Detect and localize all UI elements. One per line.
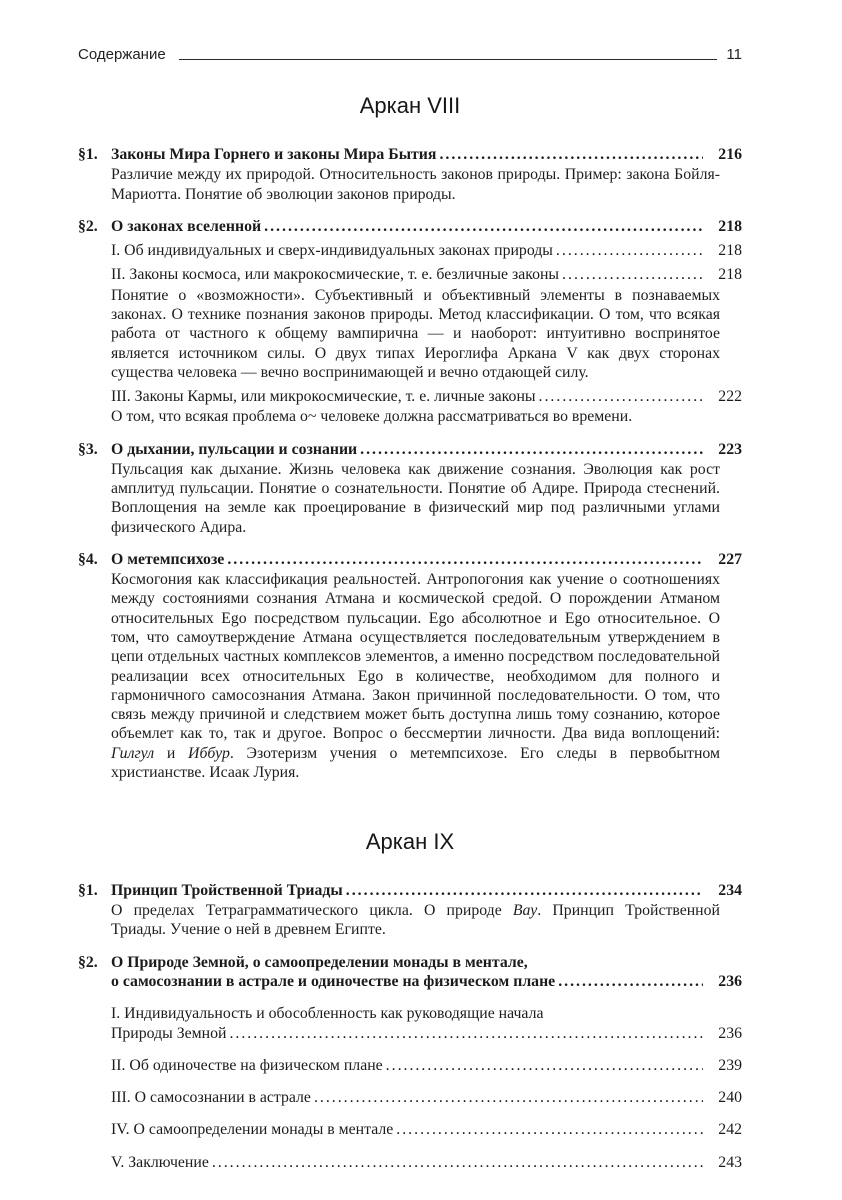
entry-page-number: 223 bbox=[718, 440, 742, 458]
entry-list bbox=[78, 145, 742, 782]
entry-page-number: 218 bbox=[718, 266, 742, 284]
entry-marker bbox=[78, 387, 111, 427]
toc-entry bbox=[78, 1153, 742, 1172]
entry-title: О метемпсихозе bbox=[111, 550, 225, 568]
entry-description: Пульсация как дыхание. Жизнь человека как движение сознания. Эволюция как рост амплитуд пульсации. Понятие о сознательности. Понятие об Адире. Природа стеснений. Воплощения на земле как проецирование в физический мир под различными углами физического Адира. bbox=[111, 460, 720, 536]
entry-content bbox=[111, 953, 742, 992]
dot-leader bbox=[229, 1024, 703, 1043]
dot-leader bbox=[439, 145, 703, 164]
entry-page-number: 222 bbox=[718, 388, 742, 406]
entry-marker: §3. bbox=[78, 440, 98, 458]
entry-page-number: 242 bbox=[718, 1121, 742, 1139]
dot-leader bbox=[396, 1120, 703, 1139]
dot-leader bbox=[386, 1056, 703, 1075]
toc-entry bbox=[78, 1056, 742, 1075]
entry-title: о самосознании в астрале и одиночестве на физическом плане bbox=[111, 972, 556, 990]
toc-entry bbox=[78, 550, 742, 782]
toc-entry bbox=[78, 440, 742, 537]
entry-leader-row bbox=[111, 1153, 742, 1172]
running-header-title: Содержание bbox=[78, 46, 166, 63]
entry-title: III. Законы Кармы, или микрокосмические, т. е. личные законы bbox=[111, 388, 536, 406]
section-heading: Аркан VIII bbox=[359, 93, 461, 119]
dot-leader bbox=[264, 217, 703, 236]
entry-title: IV. О самоопределении монады в ментале bbox=[111, 1121, 394, 1139]
toc-entry bbox=[78, 881, 742, 940]
entry-title: О дыхании, пульсации и сознании bbox=[111, 440, 358, 458]
entry-content bbox=[111, 265, 742, 382]
entry-content bbox=[111, 241, 742, 260]
entry-marker bbox=[78, 265, 111, 382]
entry-marker bbox=[78, 1004, 111, 1043]
entry-content bbox=[111, 1120, 742, 1139]
entry-title: II. Об одиночестве на физическом плане bbox=[111, 1056, 383, 1074]
entry-content bbox=[111, 1004, 742, 1043]
entry-leader-row bbox=[111, 1056, 742, 1075]
entry-marker: §2. bbox=[78, 953, 98, 971]
entry-title: V. Заключение bbox=[111, 1153, 209, 1171]
toc-entry bbox=[78, 1120, 742, 1139]
entry-title: Природы Земной bbox=[111, 1024, 227, 1042]
entry-marker: §1. bbox=[78, 146, 98, 164]
entry-title: III. О самосознании в астрале bbox=[111, 1089, 311, 1107]
entry-marker bbox=[78, 1153, 111, 1172]
entry-title: Принцип Тройственной Триады bbox=[111, 881, 343, 899]
section-heading: Аркан IX bbox=[365, 829, 455, 855]
dot-leader bbox=[562, 265, 703, 284]
header-page-number: 11 bbox=[726, 46, 742, 63]
toc-entry bbox=[78, 1088, 742, 1107]
entry-title: Законы Мира Горнего и законы Мира Бытия bbox=[111, 146, 437, 164]
entry-title: О законах вселенной bbox=[111, 217, 262, 235]
entry-leader-row bbox=[111, 1024, 742, 1043]
entry-leader-row bbox=[111, 145, 742, 164]
entry-leader-row bbox=[111, 881, 742, 900]
entry-title: II. Законы космоса, или макрокосмические, т. е. безличные законы bbox=[111, 266, 560, 284]
entry-marker bbox=[78, 241, 111, 260]
toc-entry bbox=[78, 953, 742, 992]
entry-page-number: 234 bbox=[718, 881, 742, 899]
entry-marker bbox=[78, 1088, 111, 1107]
entry-content bbox=[111, 387, 742, 427]
entry-page-number: 218 bbox=[718, 242, 742, 260]
entry-marker: §1. bbox=[78, 881, 98, 899]
entry-page-number: 243 bbox=[718, 1153, 742, 1171]
entry-title-line: О Природе Земной, о самоопределении монады в ментале, bbox=[111, 953, 528, 971]
entry-description: Понятие о «возможности». Субъективный и объективный элементы в познаваемых законах. О технике познания законов природы. Метод классификации. О том, что всякая работа от частного к общему вампирична — и наоборот: интуитивно воспринятое является источником силы. О двух типах Иероглифа Аркана V как двух сторонах существа человека — вечно воспринимающей и вечно отдающей силу. bbox=[111, 286, 720, 381]
entry-content bbox=[111, 1088, 742, 1107]
dot-leader bbox=[227, 550, 703, 569]
entry-page-number: 236 bbox=[718, 1024, 742, 1042]
toc-entry bbox=[78, 1004, 742, 1043]
entry-leader-row bbox=[111, 440, 742, 459]
entry-content bbox=[111, 881, 742, 940]
dot-leader bbox=[558, 972, 703, 991]
toc-entry bbox=[78, 241, 742, 260]
dot-leader bbox=[539, 387, 703, 406]
entry-page-number: 239 bbox=[718, 1056, 742, 1074]
entry-marker bbox=[78, 1120, 111, 1139]
entry-content bbox=[111, 145, 742, 204]
entry-list bbox=[78, 881, 742, 1172]
entry-content bbox=[111, 440, 742, 537]
entry-content bbox=[111, 217, 742, 236]
entry-content bbox=[111, 550, 742, 782]
toc-entry bbox=[78, 145, 742, 204]
toc-section bbox=[78, 829, 742, 1172]
entry-page-number: 227 bbox=[718, 550, 742, 568]
toc-entry bbox=[78, 217, 742, 236]
toc-entry bbox=[78, 387, 742, 427]
entry-page-number: 216 bbox=[718, 146, 742, 164]
dot-leader bbox=[314, 1088, 703, 1107]
entry-leader-row bbox=[111, 265, 742, 284]
entry-leader-row bbox=[111, 550, 742, 569]
entry-description: Различие между их природой. Относительность законов природы. Пример: закона Бойля-Мариотта. Понятие об эволюции законов природы. bbox=[111, 166, 720, 203]
toc-section bbox=[78, 93, 742, 782]
entry-content bbox=[111, 1056, 742, 1075]
entry-title-line: I. Индивидуальность и обособленность как руководящие начала bbox=[111, 1005, 544, 1023]
header-rule bbox=[179, 59, 718, 60]
toc-entry bbox=[78, 265, 742, 382]
dot-leader bbox=[212, 1153, 703, 1172]
toc-body bbox=[78, 93, 742, 1172]
entry-description: О пределах Тетраграмматического цикла. О природе Вау. Принцип Тройственной Триады. Учение о ней в древнем Египте. bbox=[111, 902, 720, 939]
entry-page-number: 240 bbox=[718, 1089, 742, 1107]
entry-leader-row bbox=[111, 1088, 742, 1107]
entry-marker bbox=[78, 1056, 111, 1075]
entry-leader-row bbox=[111, 217, 742, 236]
entry-leader-row bbox=[111, 241, 742, 260]
entry-marker: §2. bbox=[78, 217, 98, 235]
dot-leader bbox=[346, 881, 703, 900]
entry-page-number: 236 bbox=[718, 972, 742, 990]
entry-leader-row bbox=[111, 1120, 742, 1139]
entry-title: I. Об индивидуальных и сверх-индивидуальных законах природы bbox=[111, 242, 553, 260]
entry-content bbox=[111, 1153, 742, 1172]
dot-leader bbox=[360, 440, 703, 459]
entry-description: Космогония как классификация реальностей. Антропогония как учение о соотношениях между состояниями сознания Атмана и космической средой. О порождении Атманом относительных Ego посредством пульсации. Ego абсолютное и Ego относительное. О том, что самоутверждение Атмана осуществляется последовательным утверждением в цепи отдельных частных комплексов элементов, а именно посредством последовательной реализации всех относительных Ego в количестве, необходимом для полного и гармоничного самосознания Атмана. Закон причинной последовательности. О том, что связь между причиной и следствием может быть доступна лишь тому сознанию, которое объемлет как то, так и другое. Вопрос о бессмертии личности. Два вида воплощений: Гилгул и Иббур. Эзотеризм учения о метемпсихозе. Его следы в первобытном христианстве. Исаак Лурия. bbox=[111, 571, 720, 781]
dot-leader bbox=[556, 241, 703, 260]
entry-leader-row bbox=[111, 387, 742, 406]
entry-leader-row bbox=[111, 972, 742, 991]
entry-marker: §4. bbox=[78, 550, 98, 568]
entry-description: О том, что всякая проблема о~ человеке должна рассматриваться во времени. bbox=[111, 408, 633, 426]
running-header bbox=[78, 46, 742, 64]
entry-page-number: 218 bbox=[718, 217, 742, 235]
